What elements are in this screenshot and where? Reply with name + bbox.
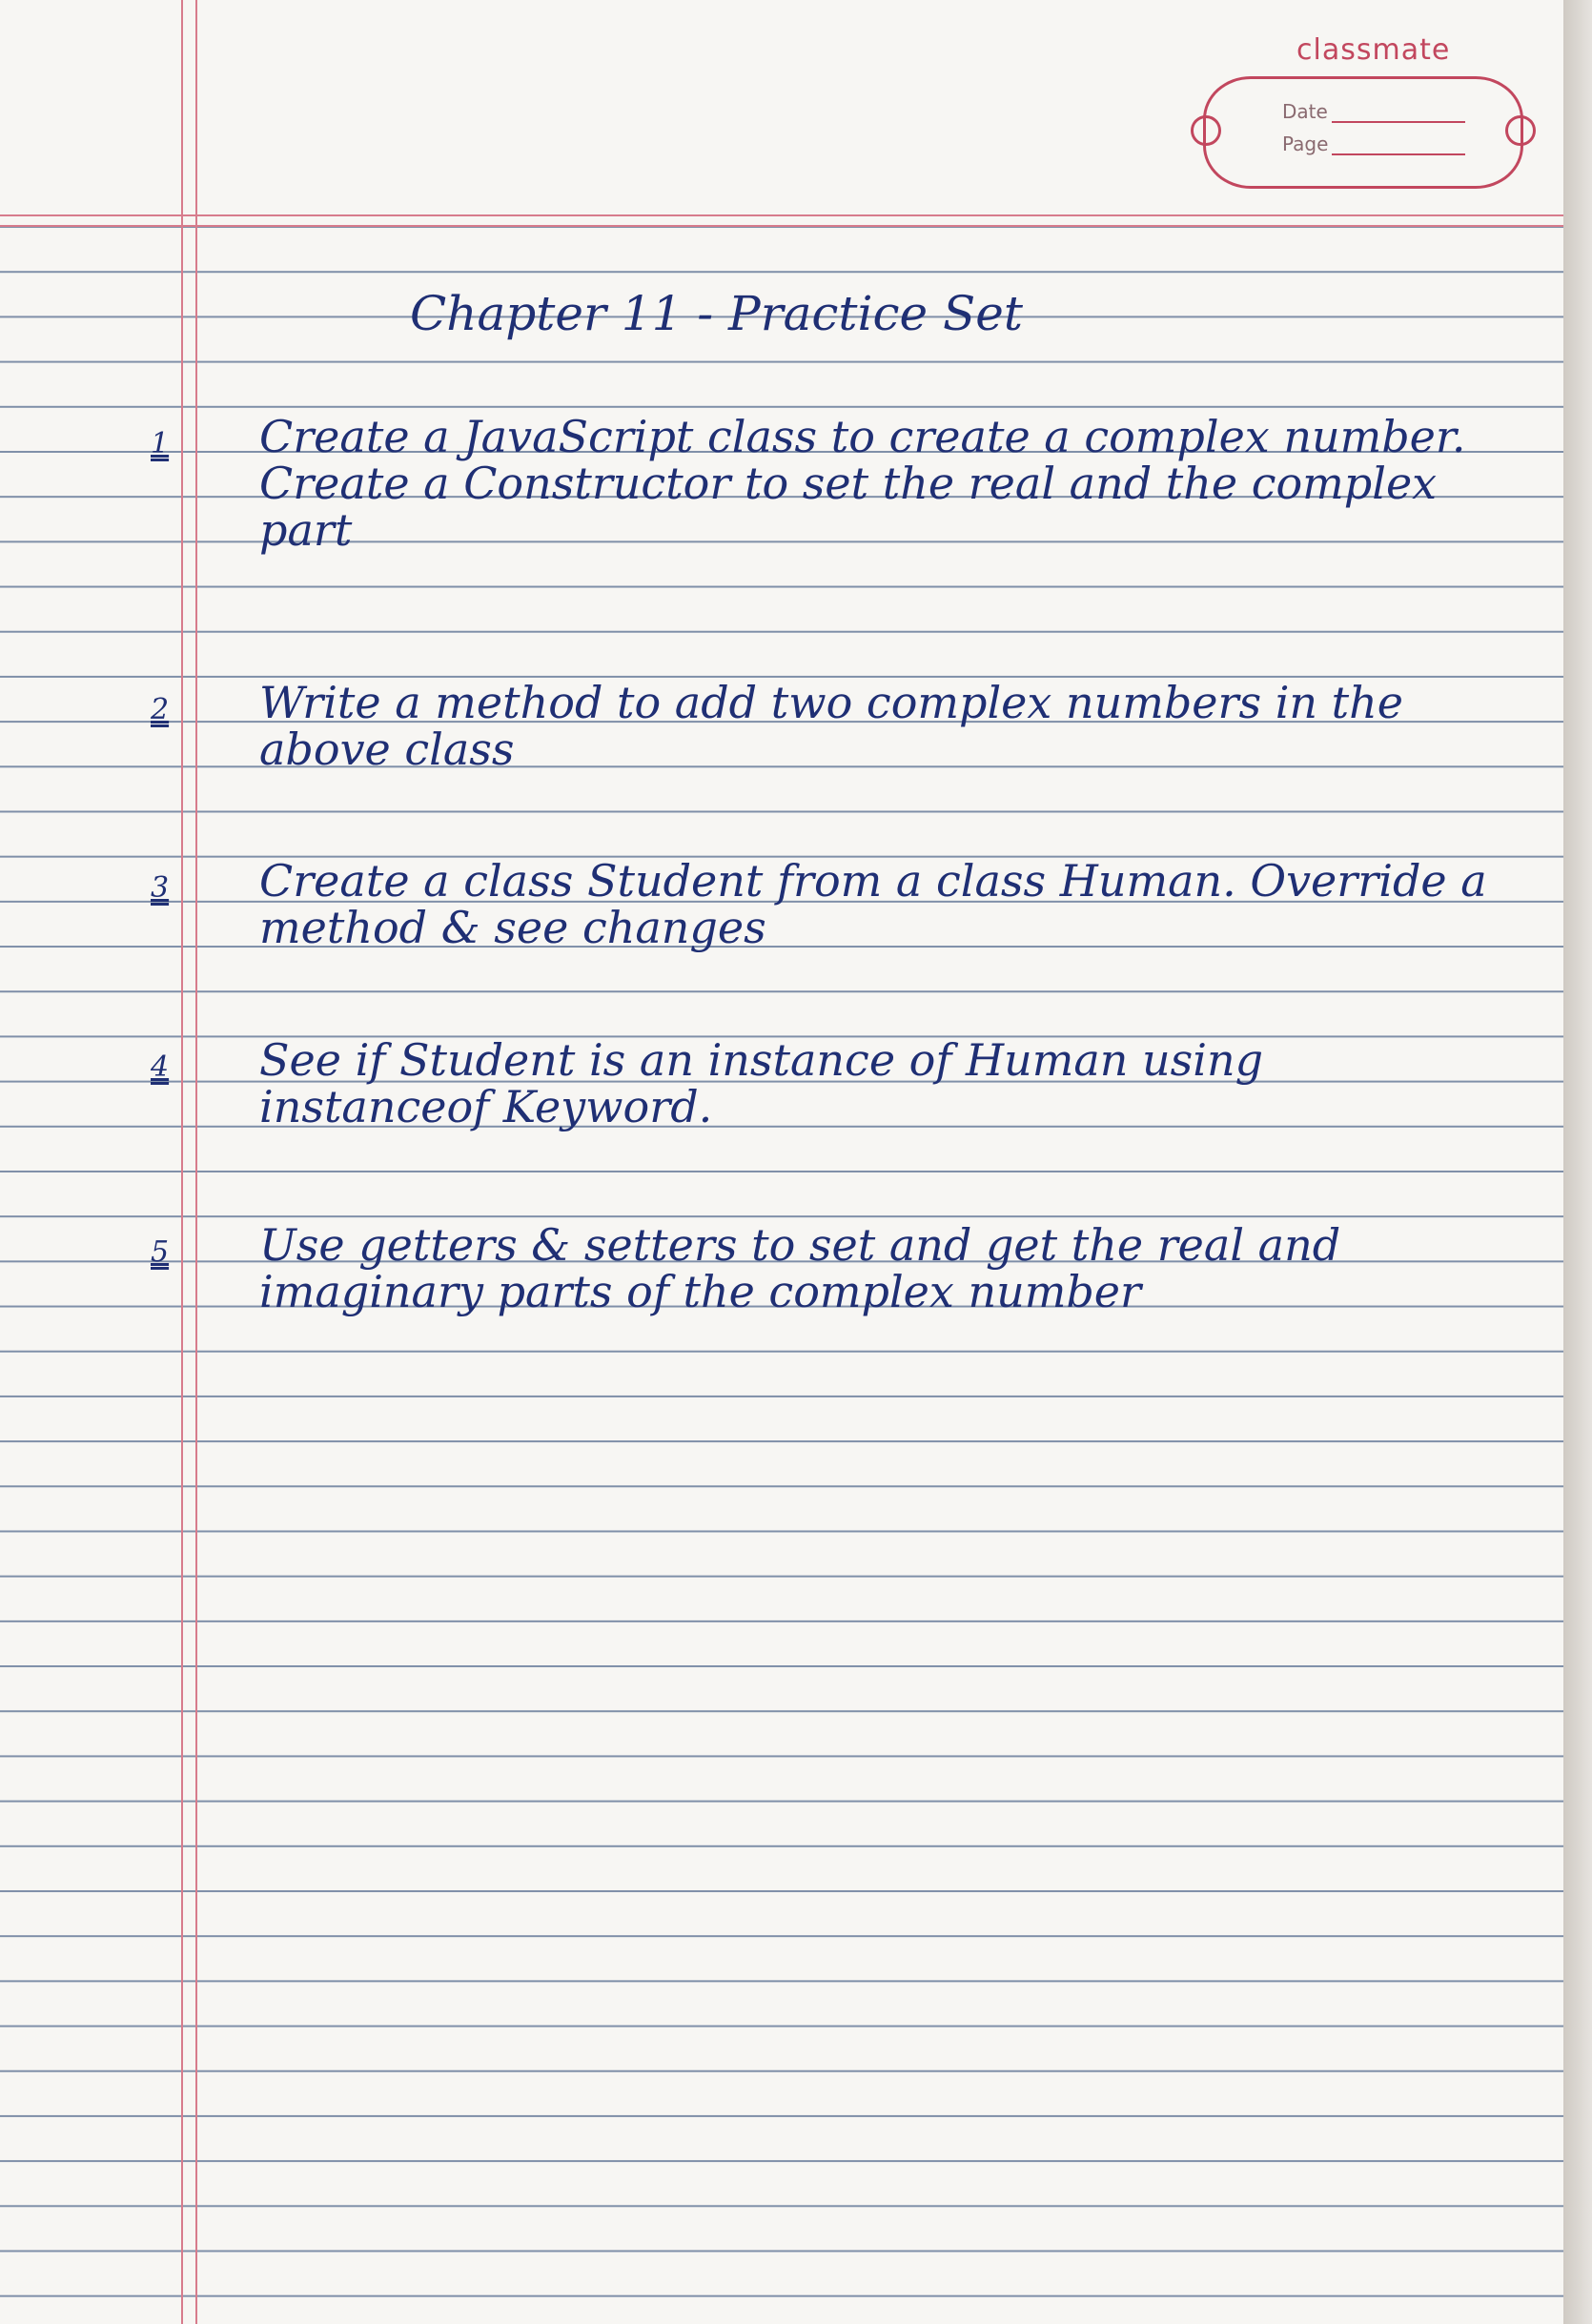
question-text: Use getters & setters to set and get the real and imaginary parts of the complex number xyxy=(259,1219,1341,1317)
page-field xyxy=(1282,133,1465,155)
question-number: 4 xyxy=(151,1050,170,1084)
date-blank xyxy=(1332,104,1465,123)
question-number: 2 xyxy=(151,693,170,726)
question-number: 5 xyxy=(151,1235,170,1269)
question-text: Create a class Student from a class Human. Override a method & see changes xyxy=(259,855,1487,953)
question-number: 3 xyxy=(151,871,170,905)
question-text: See if Student is an instance of Human using instanceof Keyword. xyxy=(259,1034,1264,1132)
question-text: Create a JavaScript class to create a complex number. Create a Constructor to set the real and the complex part xyxy=(259,411,1466,556)
margin-line-left xyxy=(181,0,183,2324)
date-page-box xyxy=(1203,76,1523,189)
question-number: 1 xyxy=(151,427,170,460)
brand-logo: classmate xyxy=(1296,33,1451,67)
header-rule-top xyxy=(0,214,1563,216)
curl-decoration-right xyxy=(1505,115,1536,146)
question-text: Write a method to add two complex numbers in the above class xyxy=(259,677,1403,775)
page-blank xyxy=(1332,136,1465,155)
page-edge-shadow xyxy=(1563,0,1592,2324)
header-rule-bottom xyxy=(0,225,1563,227)
page-label: Page xyxy=(1282,133,1329,155)
curl-decoration-left xyxy=(1191,115,1221,146)
page-title: Chapter 11 - Practice Set xyxy=(410,286,1023,341)
margin-line-right xyxy=(195,0,197,2324)
date-field xyxy=(1282,100,1465,123)
date-label: Date xyxy=(1282,100,1328,123)
